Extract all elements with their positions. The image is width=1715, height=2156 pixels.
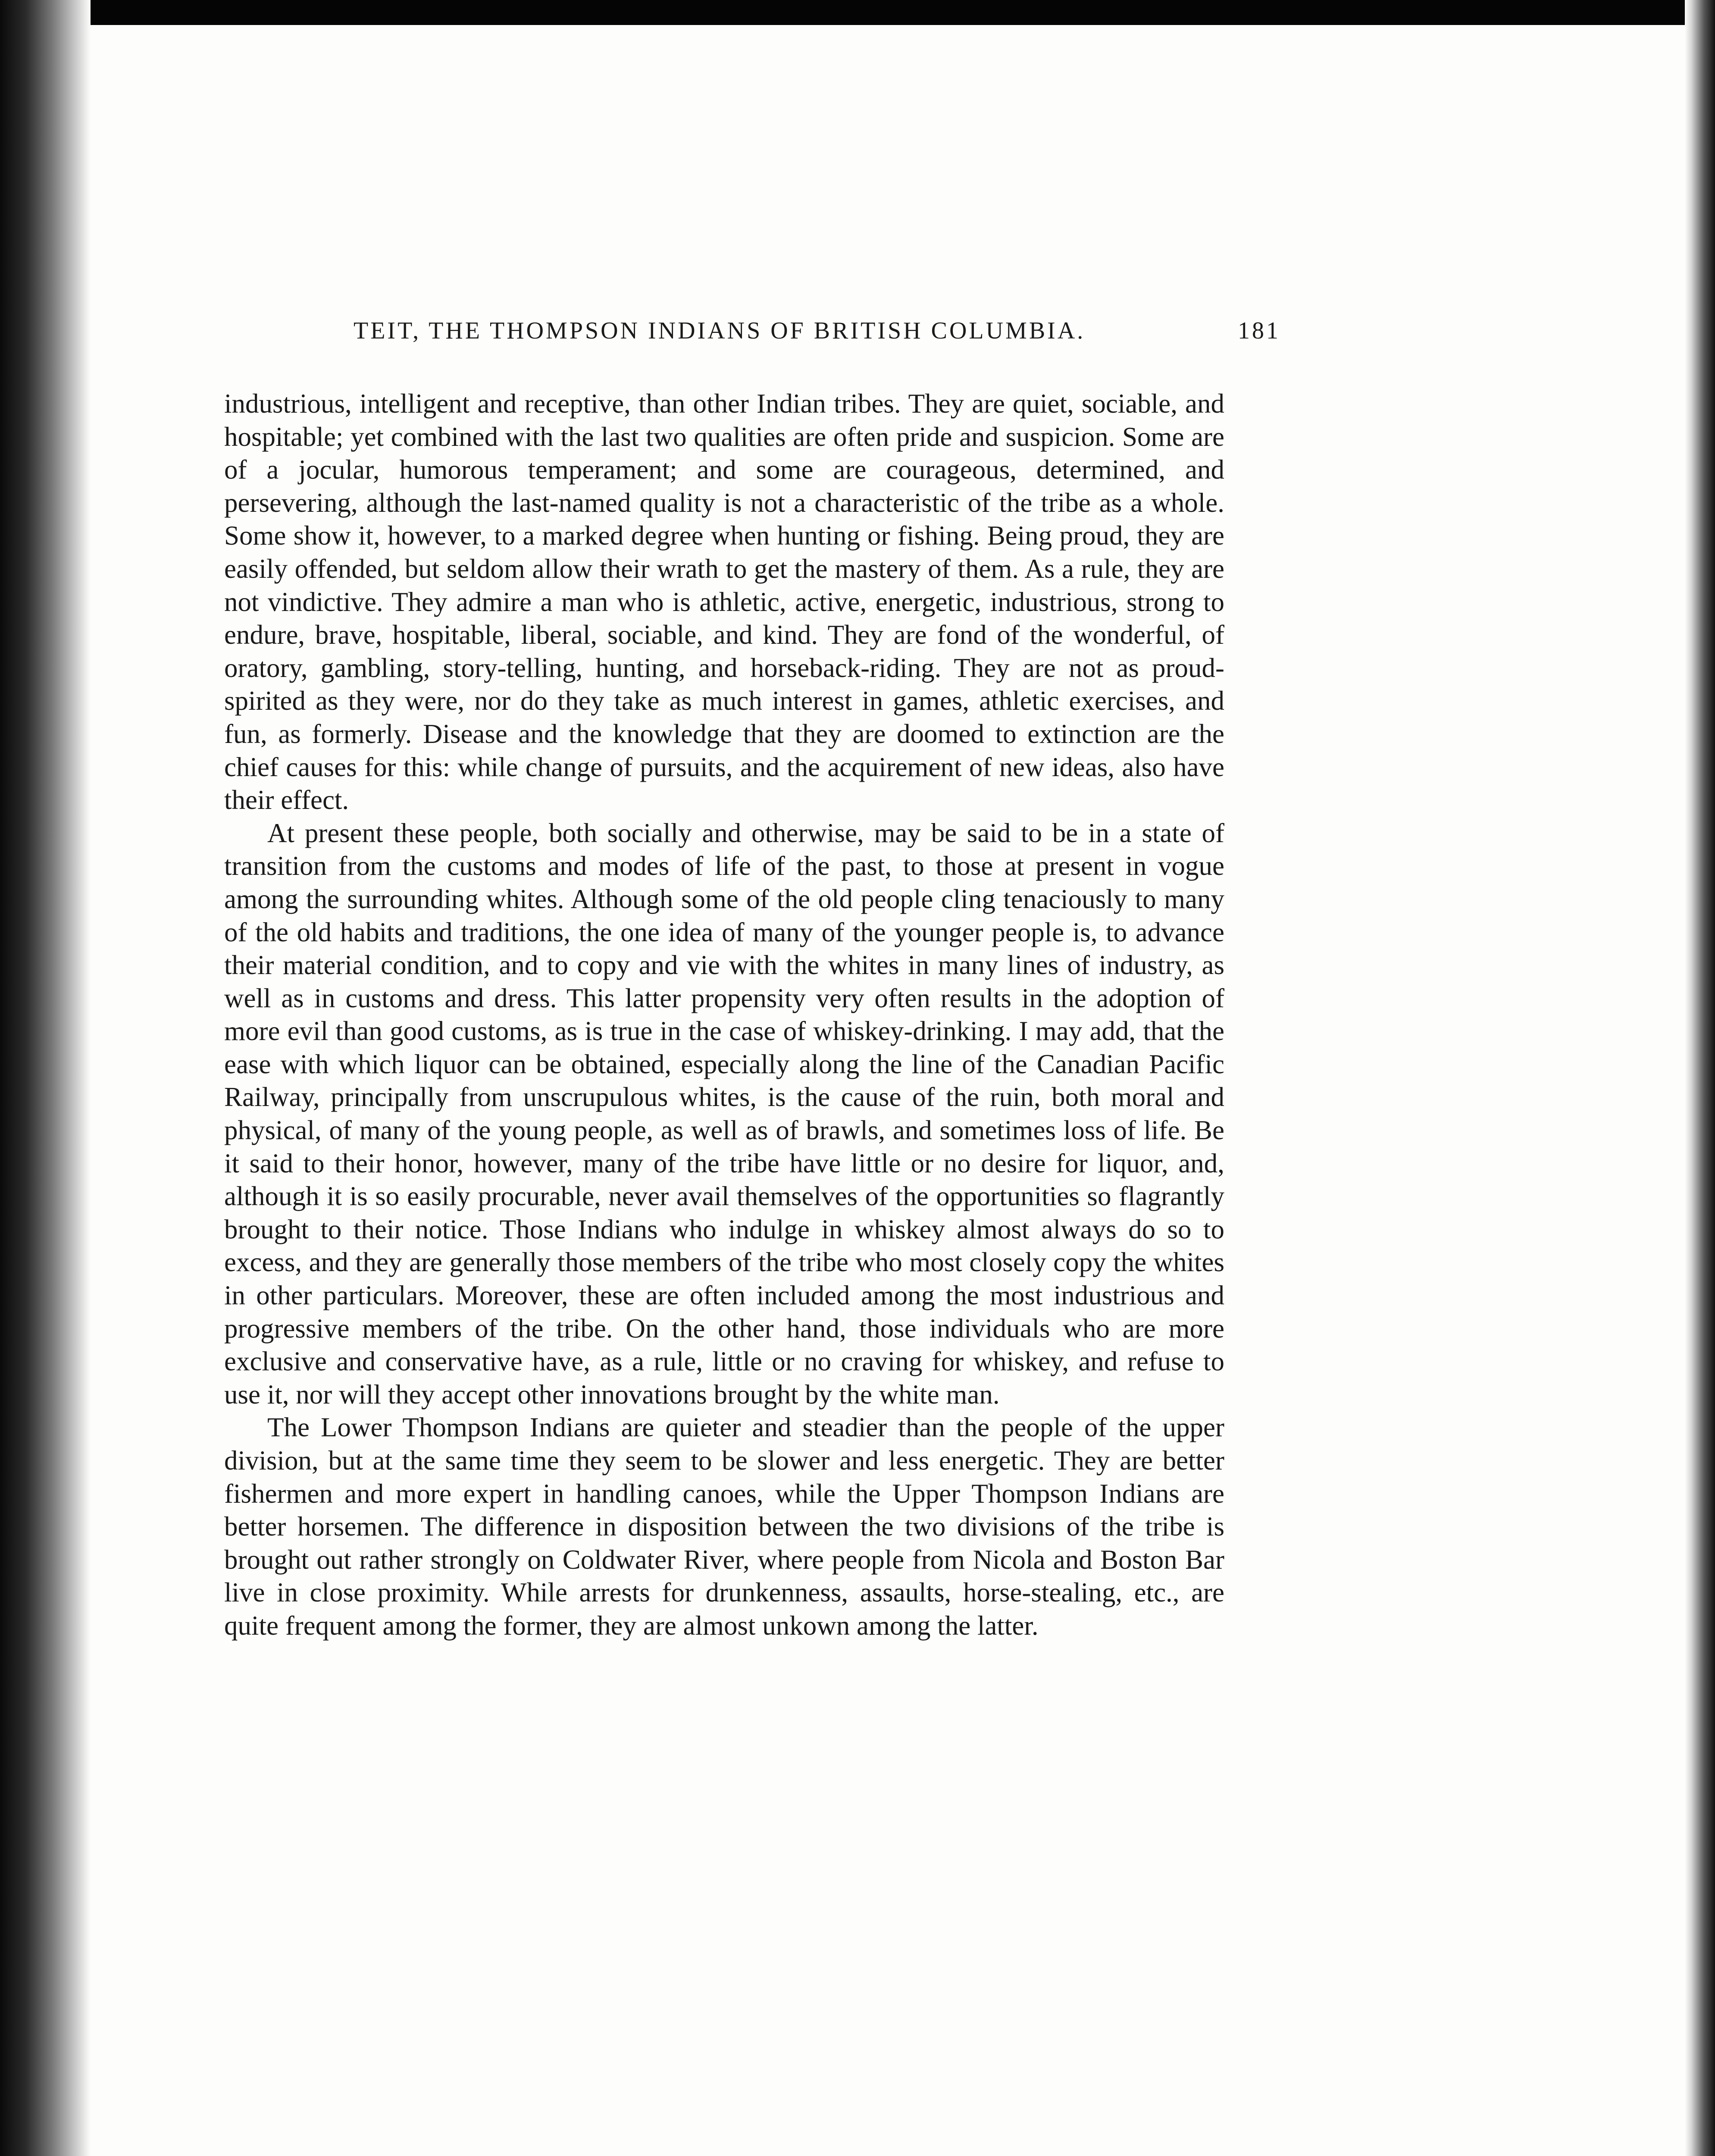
scan-left-binding-shadow xyxy=(0,0,91,2156)
page-number: 181 xyxy=(1238,317,1280,344)
scan-top-border xyxy=(0,0,1715,25)
running-header xyxy=(354,317,1280,356)
paragraph-1: industrious, intelligent and receptive, than other Indian tribes. They are quiet, sociable, and hospitable; yet combined with the last two qualities are often pride and suspicion. Some are of a jocular, humorous temperament; and some are courageous, determined, and persevering, although the last-named quality is not a characteristic of the tribe as a whole. Some show it, however, to a marked degree when hunting or fishing. Being proud, they are easily offended, but seldom allow their wrath to get the mastery of them. As a rule, they are not vindictive. They admire a man who is athletic, active, energetic, industrious, strong to endure, brave, hospitable, liberal, sociable, and kind. They are fond of the wonderful, of oratory, gambling, story-telling, hunting, and horseback-riding. They are not as proud-spirited as they were, nor do they take as much interest in games, athletic exercises, and fun, as formerly. Disease and the knowledge that they are doomed to extinction are the chief causes for this: while change of pursuits, and the acquirement of new ideas, also have their effect. xyxy=(224,389,1224,815)
scan-right-edge-shadow xyxy=(1685,0,1715,2156)
body-text xyxy=(224,387,1224,1642)
paragraph-2: At present these people, both socially and otherwise, may be said to be in a state of transition from the customs and modes of life of the past, to those at present in vogue among the surrounding whites. Although some of the old people cling tenaciously to many of the old habits and traditions, the one idea of many of the younger people is, to advance their material condition, and to copy and vie with the whites in many lines of industry, as well as in customs and dress. This latter propensity very often results in the adoption of more evil than good customs, as is true in the case of whiskey-drinking. I may add, that the ease with which liquor can be obtained, especially along the line of the Canadian Pacific Railway, principally from unscrupulous whites, is the cause of the ruin, both moral and physical, of many of the young people, as well as of brawls, and sometimes loss of life. Be it said to their honor, however, many of the tribe have little or no desire for liquor, and, although it is so easily procurable, never avail themselves of the opportunities so flagrantly brought to their notice. Those Indians who indulge in whiskey almost always do so to excess, and they are generally those members of the tribe who most closely copy the whites in other particulars. Moreover, these are often included among the most industrious and progressive members of the tribe. On the other hand, those individuals who are more exclusive and conservative have, as a rule, little or no craving for whiskey, and refuse to use it, nor will they accept other innovations brought by the white man. xyxy=(224,818,1224,1410)
paragraph-3: The Lower Thompson Indians are quieter and steadier than the people of the upper division, but at the same time they seem to be slower and less energetic. They are better fishermen and more expert in handling canoes, while the Upper Thompson Indians are better horsemen. The difference in disposition between the two divisions of the tribe is brought out rather strongly on Coldwater River, where people from Nicola and Boston Bar live in close proximity. While arrests for drunkenness, assaults, horse-stealing, etc., are quite frequent among the former, they are almost unkown among the latter. xyxy=(224,1412,1224,1641)
running-title: TEIT, THE THOMPSON INDIANS OF BRITISH COLUMBIA. xyxy=(354,317,1086,344)
